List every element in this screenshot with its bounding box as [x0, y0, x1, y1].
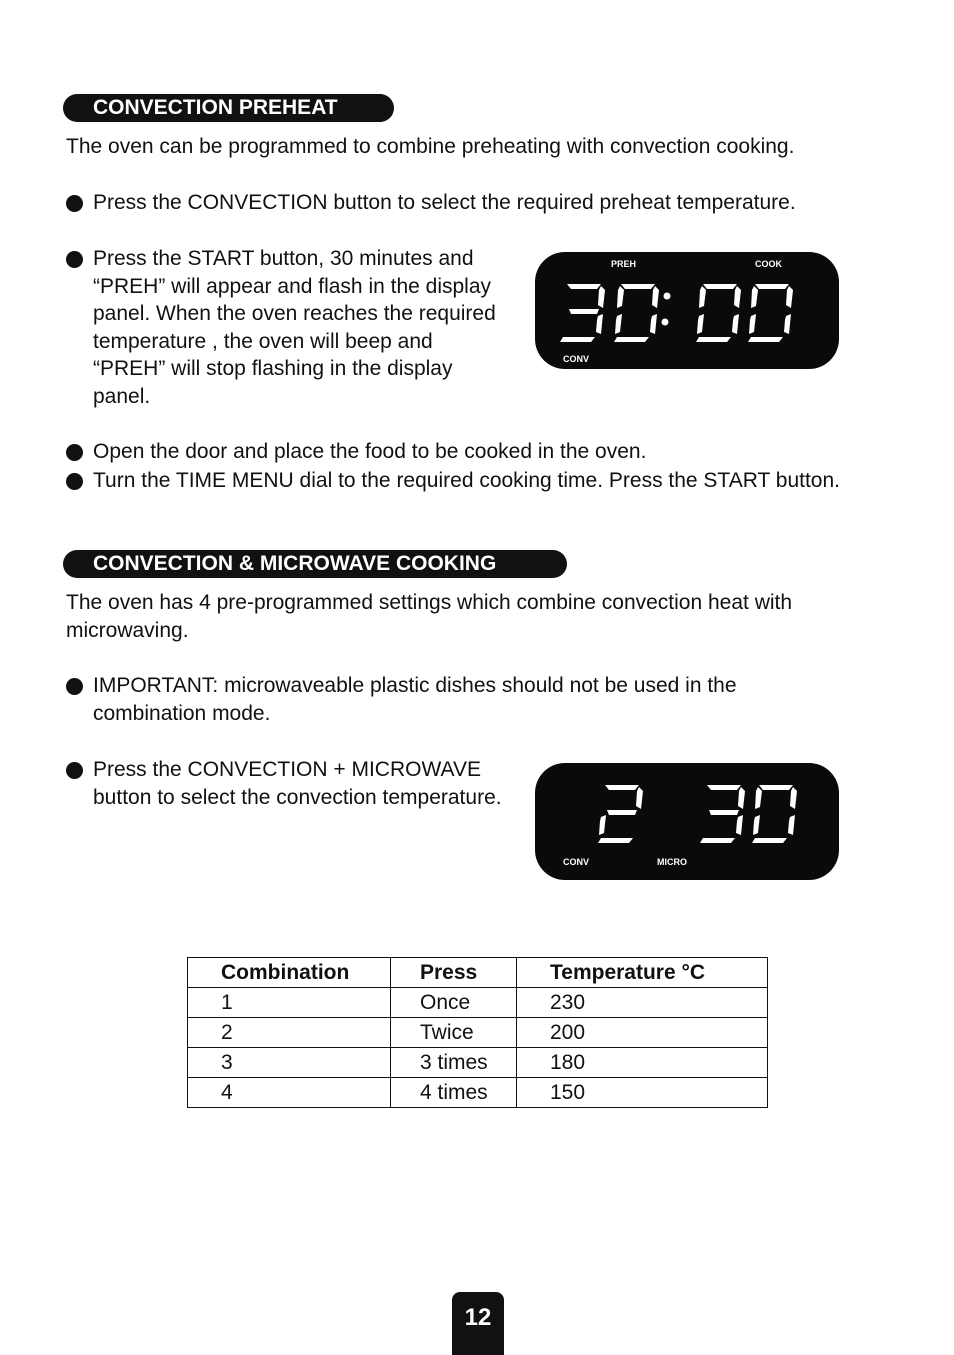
bullet-dot-icon — [66, 762, 83, 779]
colon-bottom-dot — [662, 319, 669, 326]
cell-press: Once — [391, 988, 517, 1018]
section-heading-convection-preheat: CONVECTION PREHEAT — [63, 94, 394, 122]
indicator-conv: CONV — [563, 857, 590, 867]
section1-intro: The oven can be programmed to combine preheating with convection cooking. — [66, 135, 795, 158]
column-header-temperature: Temperature °C — [517, 958, 768, 988]
column-header-press: Press — [391, 958, 517, 988]
seven-segment-readout-30-00 — [535, 252, 839, 369]
bullet-dot-icon — [66, 473, 83, 490]
digit-0 — [614, 284, 659, 342]
digit-2 — [598, 785, 643, 843]
section1-bullet-1: Press the CONVECTION button to select the required preheat temperature. — [66, 189, 896, 217]
combination-table — [187, 957, 768, 1108]
bullet-dot-icon — [66, 251, 83, 268]
table-row — [188, 1048, 768, 1078]
digit-0 — [748, 284, 793, 342]
section1-bullet-3: Open the door and place the food to be cooked in the oven. — [66, 438, 896, 466]
bullet-dot-icon — [66, 678, 83, 695]
cell-combination: 1 — [188, 988, 391, 1018]
cell-temperature: 150 — [550, 1080, 586, 1104]
cell-temperature: 230 — [517, 988, 768, 1018]
section1-bullet-2: Press the START button, 30 minutes and “PREH” will appear and flash in the display panel. When the oven reaches the required temperature , the oven will beep and “PREH” will stop flashing in the display panel. — [66, 245, 496, 410]
digit-0 — [696, 284, 741, 342]
table-row — [188, 1078, 768, 1108]
indicator-preh: PREH — [611, 259, 637, 269]
section2-bullet-1: IMPORTANT: microwaveable plastic dishes should not be used in the combination mode. — [66, 672, 836, 727]
digit-3 — [700, 785, 745, 843]
digit-3 — [560, 284, 605, 342]
column-header-combination: Combination — [188, 958, 391, 988]
indicator-conv: CONV — [563, 354, 590, 364]
page-number: 12 — [452, 1292, 504, 1355]
section2-bullet-2: Press the CONVECTION + MICROWAVE button to select the convection temperature. — [66, 756, 516, 811]
section2-intro: The oven has 4 pre-programmed settings which combine convection heat with microwaving. — [66, 591, 793, 642]
display-panel-preheat — [535, 252, 839, 369]
table-header-row — [188, 958, 768, 988]
colon-top-dot — [664, 293, 671, 300]
display-panel-combination — [535, 763, 839, 880]
cell-temperature: 200 — [517, 1018, 768, 1048]
seven-segment-readout-2-30 — [535, 763, 839, 880]
cell-press: Twice — [391, 1018, 517, 1048]
cell-press: 4 times — [391, 1078, 517, 1108]
section1-bullet-4: Turn the TIME MENU dial to the required cooking time. Press the START button. — [66, 467, 856, 495]
cell-press: 3 times — [391, 1048, 517, 1078]
table-row — [188, 988, 768, 1018]
section-heading-convection-microwave: CONVECTION & MICROWAVE COOKING — [63, 550, 567, 578]
cell-combination: 3 — [188, 1048, 391, 1078]
cell-temperature: 180 — [517, 1048, 768, 1078]
bullet-dot-icon — [66, 195, 83, 212]
table-row — [188, 1018, 768, 1048]
indicator-cook: COOK — [755, 259, 782, 269]
indicator-micro: MICRO — [657, 857, 687, 867]
cell-combination: 4 — [188, 1078, 391, 1108]
cell-combination: 2 — [188, 1018, 391, 1048]
bullet-dot-icon — [66, 444, 83, 461]
digit-0 — [752, 785, 797, 843]
